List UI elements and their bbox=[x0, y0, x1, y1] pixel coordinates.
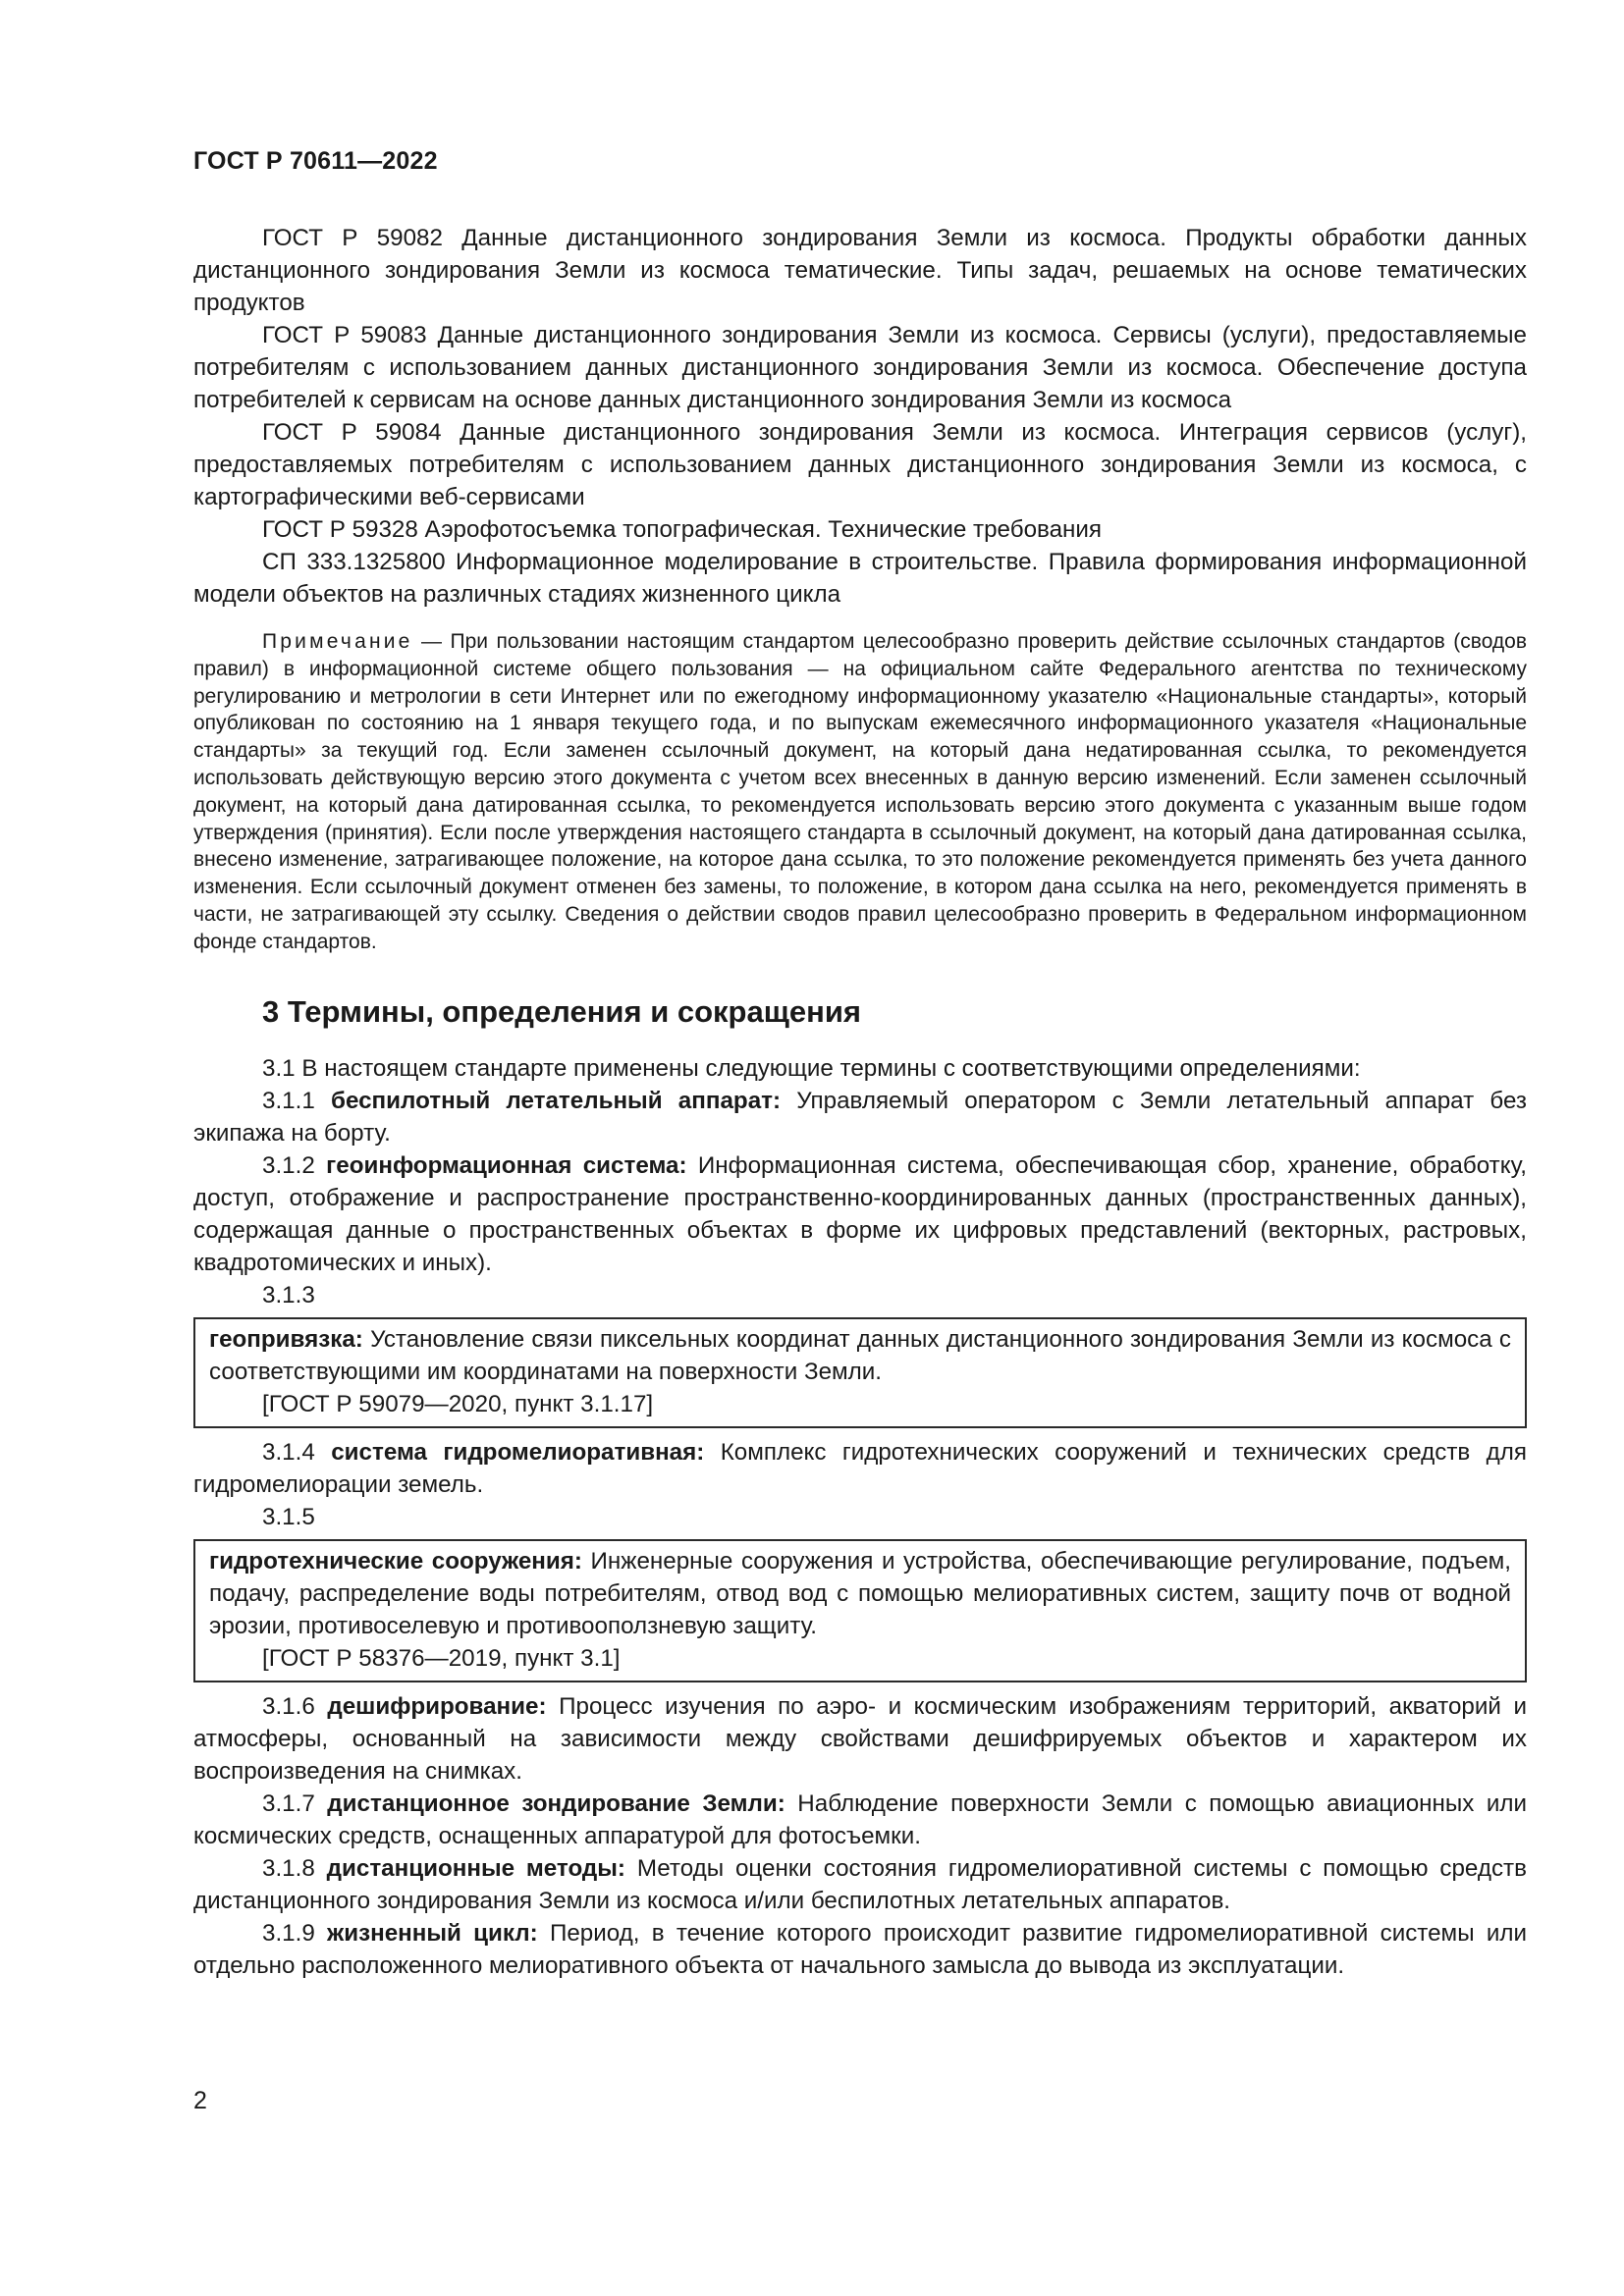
term-3-1-5-number: 3.1.5 bbox=[262, 1503, 315, 1530]
ref-gost-59083: ГОСТ Р 59083 Данные дистанционного зондирования Земли из космоса. Сервисы (услуги), предоставляемые потребителям с использованием данных дистанционного зондирования Земли из космоса. Обеспечение доступа потребителей к сервисам на основе данных дистанционного зондирования Земли из космоса bbox=[193, 322, 1527, 413]
term-intro: 3.1 В настоящем стандарте применены следующие термины с соответствующими определениями: bbox=[262, 1054, 1361, 1082]
term-3-1-8: 3.1.8 дистанционные методы: Методы оценки состояния гидромелиоративной системы с помощью средств дистанционного зондирования Земли из космоса и/или беспилотных летательных аппаратов. bbox=[193, 1854, 1527, 1914]
ref-gost-59084: ГОСТ Р 59084 Данные дистанционного зондирования Земли из космоса. Интеграция сервисов (услуг), предоставляемых потребителям с использованием данных дистанционного зондирования Земли из космоса, с картографическими веб-сервисами bbox=[193, 419, 1527, 510]
note-label: Примечание bbox=[262, 630, 413, 653]
term-3-1-7: 3.1.7 дистанционное зондирование Земли: Наблюдение поверхности Земли с помощью авиационных или космических средств, оснащенных аппаратурой для фотосъемки. bbox=[193, 1789, 1527, 1849]
term-3-1-6: 3.1.6 дешифрирование: Процесс изучения по аэро- и космическим изображениям территорий, акваторий и атмосферы, основанный на зависимости между свойствами дешифрируемых объектов и характером их воспроизведения на снимках. bbox=[193, 1692, 1527, 1785]
term-3-1-2: 3.1.2 геоинформационная система: Информационная система, обеспечивающая сбор, хранение, обработку, доступ, отображение и распространение пространственно-координированных данных (пространственных данных), содержащая данные о пространственных объектах в форме их цифровых представлений (векторных, растровых, квадротомических и иных). bbox=[193, 1151, 1527, 1276]
term-3-1-3-box: геопривязка: Установление связи пиксельных координат данных дистанционного зондирования Земли из космоса с соответствующими им координатами на поверхности Земли. [ГОСТ Р 59079—2020, пункт 3.1.17] bbox=[193, 1317, 1527, 1428]
term-3-1-1: 3.1.1 беспилотный летательный аппарат: Управляемый оператором с Земли летательный аппарат без экипажа на борту. bbox=[193, 1087, 1527, 1147]
ref-gost-59328: ГОСТ Р 59328 Аэрофотосъемка топографическая. Технические требования bbox=[262, 516, 1103, 543]
ref-sp-333: СП 333.1325800 Информационное моделирование в строительстве. Правила формирования информационной модели объектов на различных стадиях жизненного цикла bbox=[193, 549, 1527, 608]
term-3-1-5-source: [ГОСТ Р 58376—2019, пункт 3.1] bbox=[262, 1644, 621, 1672]
note-text: — При пользовании настоящим стандартом целесообразно проверить действие ссылочных стандартов (сводов правил) в информационной системе общего пользования — на официальном сайте Федерального агентства по техническому регулированию и метрологии в сети Интернет или по ежегодному информационному указателю «Национальные стандарты», который опубликован по состоянию на 1 января текущего года, и по выпускам ежемесячного информационного указателя «Национальные стандарты» за текущий год. Если заменен ссылочный документ, на который дана недатированная ссылка, то рекомендуется использовать действующую версию этого документа с учетом всех внесенных в данную версию изменений. Если заменен ссылочный документ, на который дана датированная ссылка, то рекомендуется использовать версию этого документа с указанным выше годом утверждения (принятия). Если после утверждения настоящего стандарта в ссылочный документ, на который дана датированная ссылка, внесено изменение, затрагивающее положение, на которое дана ссылка, то это положение рекомендуется применять без учета данного изменения. Если ссылочный документ отменен без замены, то положение, в котором дана ссылка на него, рекомендуется применять в части, не затрагивающей эту ссылку. Сведения о действии сводов правил целесообразно проверить в Федеральном информационном фонде стандартов. bbox=[193, 630, 1527, 953]
term-3-1-4: 3.1.4 система гидромелиоративная: Комплекс гидротехнических сооружений и технических средств для гидромелиорации земель. bbox=[193, 1438, 1527, 1498]
section-title: 3 Термины, определения и сокращения bbox=[262, 993, 861, 1029]
term-3-1-3-number: 3.1.3 bbox=[262, 1281, 315, 1308]
term-3-1-9: 3.1.9 жизненный цикл: Период, в течение которого происходит развитие гидромелиоративной системы или отдельно расположенного мелиоративного объекта от начального замысла до вывода из эксплуатации. bbox=[193, 1919, 1527, 1979]
ref-gost-59082: ГОСТ Р 59082 Данные дистанционного зондирования Земли из космоса. Продукты обработки данных дистанционного зондирования Земли из космоса тематические. Типы задач, решаемых на основе тематических продуктов bbox=[193, 225, 1527, 316]
document-body bbox=[193, 222, 1527, 1982]
note-paragraph bbox=[193, 628, 1527, 956]
term-3-1-3-source: [ГОСТ Р 59079—2020, пункт 3.1.17] bbox=[262, 1390, 654, 1417]
term-3-1-5-box: гидротехнические сооружения: Инженерные сооружения и устройства, обеспечивающие регулирование, подъем, подачу, распределение воды потребителям, отвод вод с помощью мелиоративных систем, защиту почв от водной эрозии, противоселевую и противооползневую защиту. [ГОСТ Р 58376—2019, пункт 3.1] bbox=[193, 1539, 1527, 1682]
document-header: ГОСТ Р 70611—2022 bbox=[193, 147, 438, 175]
page-number: 2 bbox=[193, 2087, 207, 2114]
